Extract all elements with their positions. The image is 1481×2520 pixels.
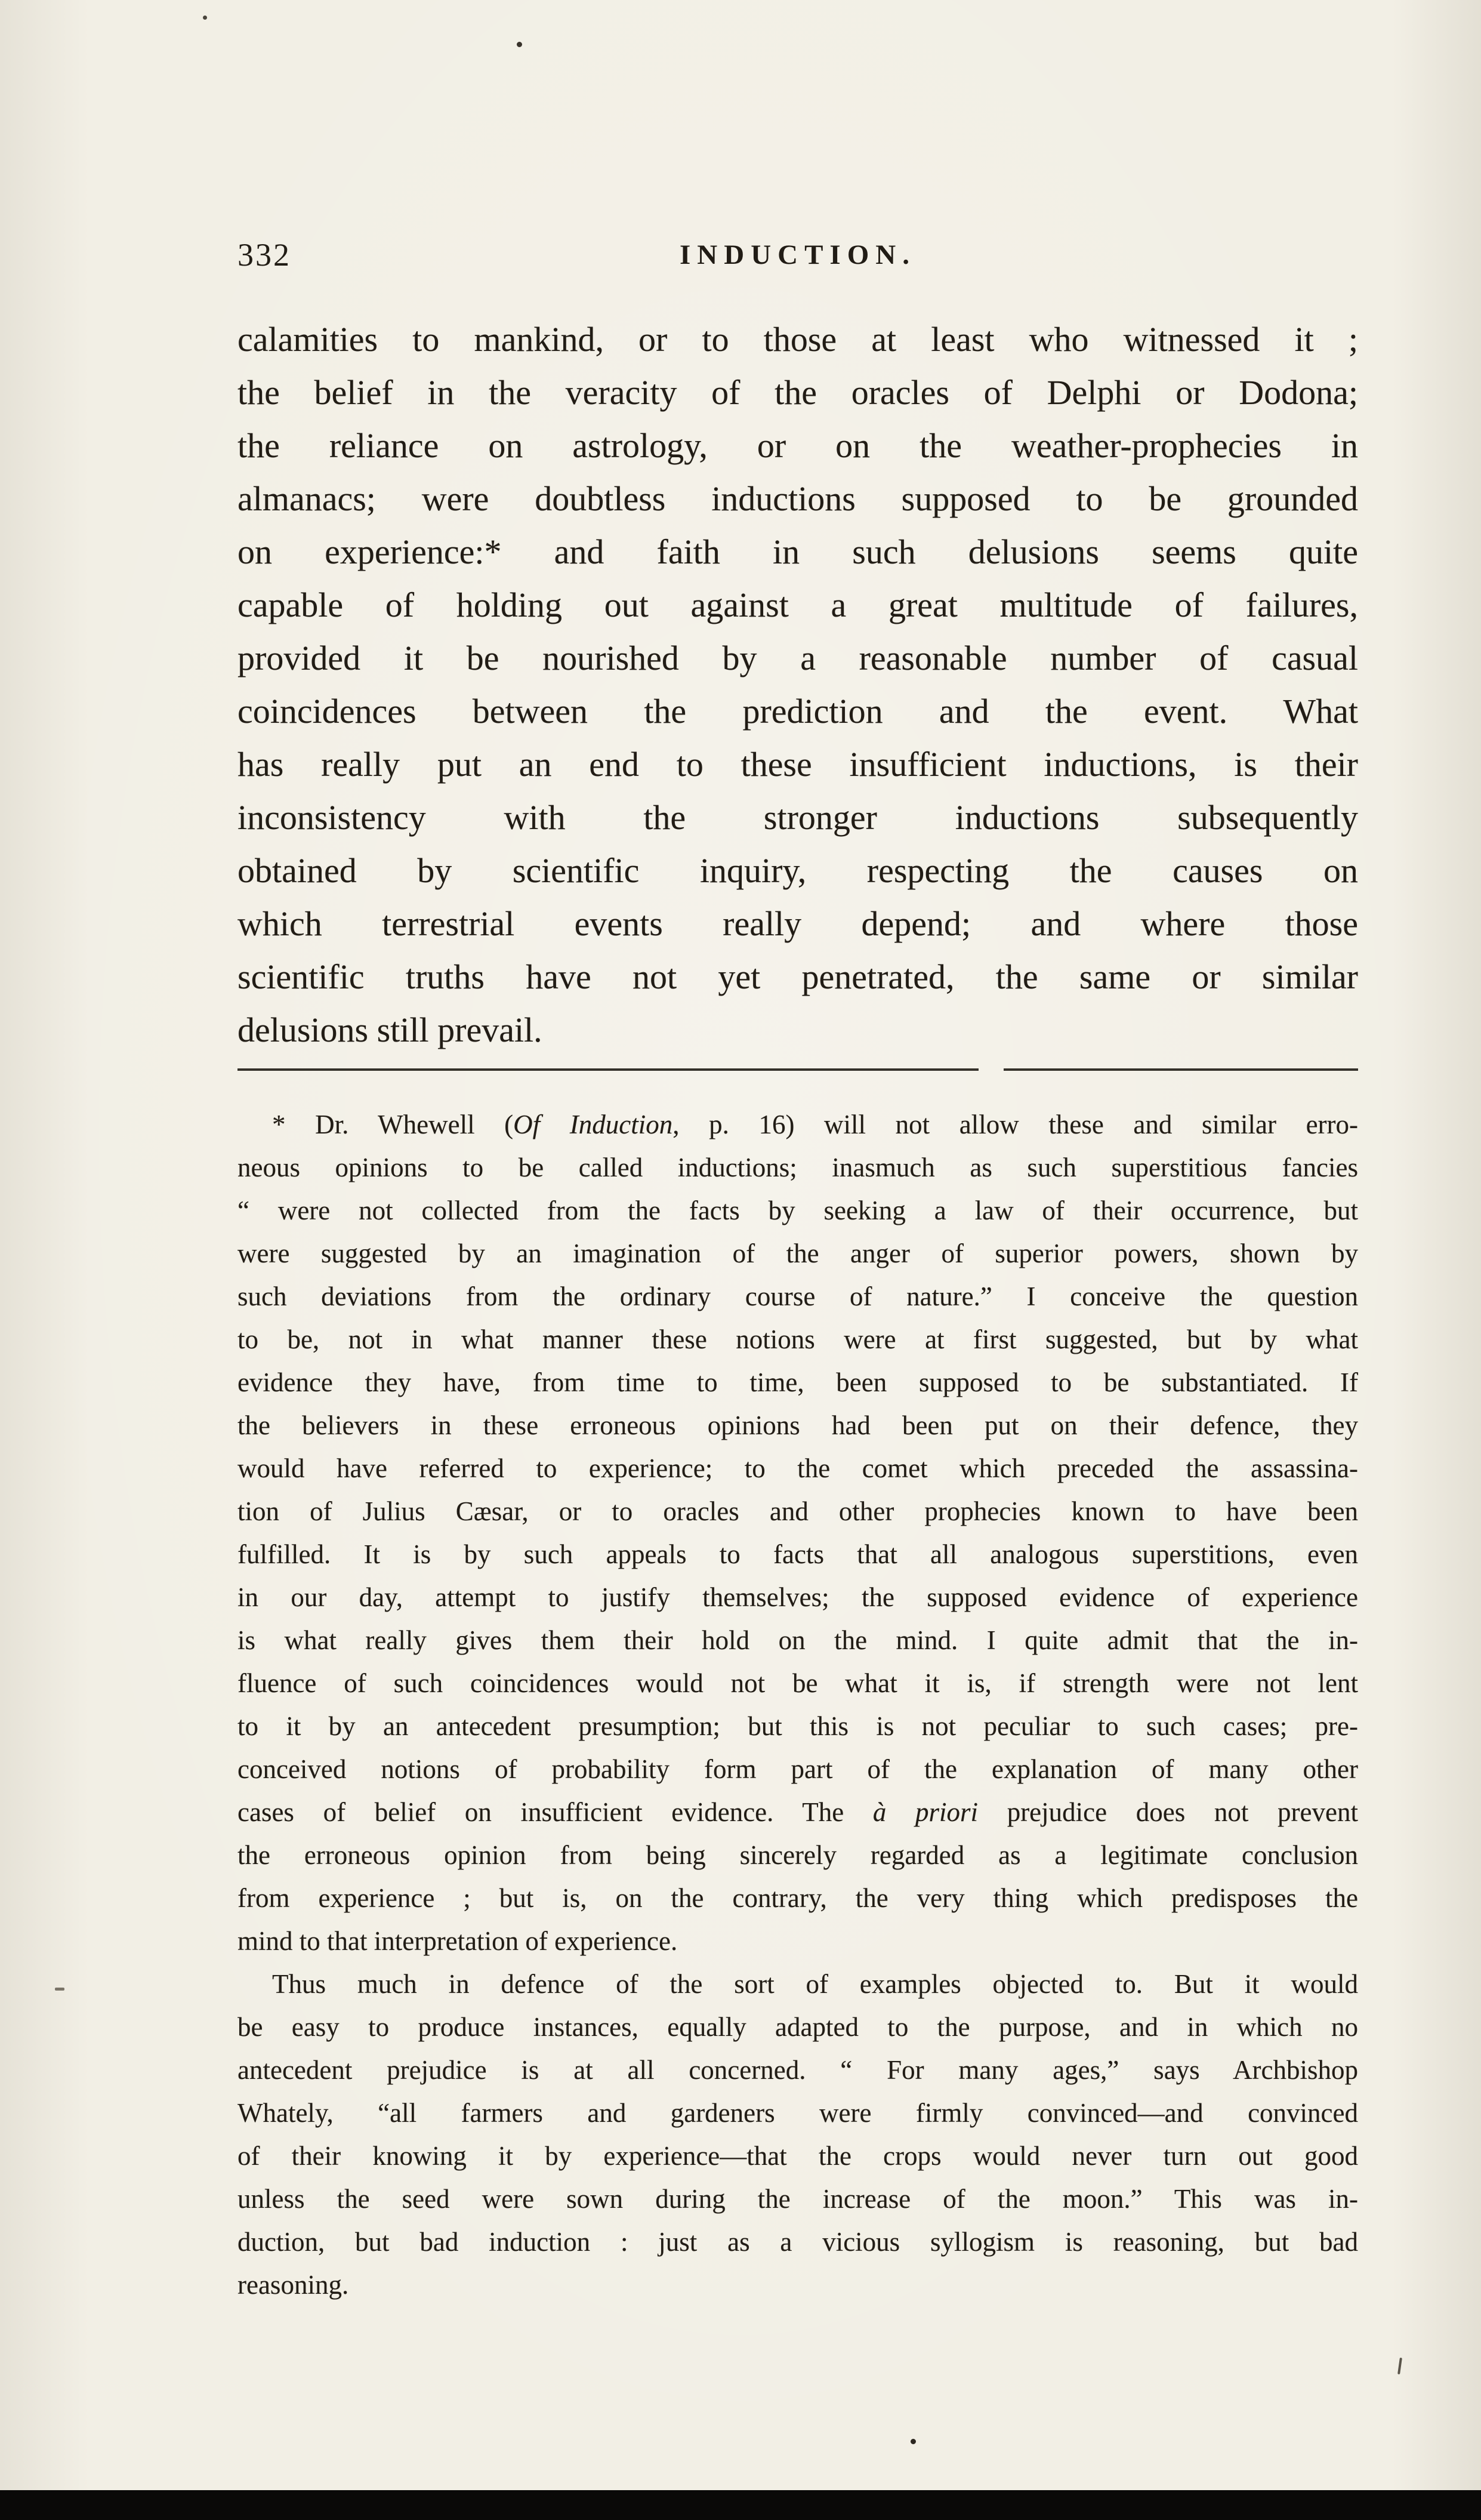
text-segment: , p. 16) will not allow these and similar erro- [672, 1110, 1359, 1139]
text-segment: the reliance on astrology, or on the weather-prophecies in [237, 426, 1358, 465]
text-segment: delusions still prevail. [237, 1011, 542, 1049]
text-segment: provided it be nourished by a reasonable number of casual [237, 639, 1358, 677]
text-line [237, 738, 1358, 791]
text-segment: cases of belief on insufficient evidence. The [237, 1797, 873, 1827]
text-segment: antecedent prejudice is at all concerned. “ For many ages,” says Archbishop [237, 2055, 1358, 2085]
text-segment: neous opinions to be called inductions; inasmuch as such superstitious fancies [237, 1153, 1358, 1182]
text-line [237, 2263, 1358, 2306]
text-segment: Whately, “all farmers and gardeners were firmly convinced—and convinced [237, 2098, 1358, 2128]
text-line [237, 1146, 1358, 1189]
footnote-separator [1004, 1068, 1358, 1071]
text-segment: unless the seed were sown during the increase of the moon.” This was in- [237, 2184, 1358, 2214]
text-line [237, 1490, 1358, 1533]
text-line [237, 2048, 1358, 2091]
text-segment: coincidences between the prediction and the event. What [237, 692, 1358, 731]
text-line [237, 472, 1358, 525]
page-number: 332 [237, 237, 291, 273]
text-segment: in our day, attempt to justify themselves; the supposed evidence of experience [237, 1582, 1358, 1612]
text-line [237, 1748, 1358, 1791]
text-segment: capable of holding out against a great multitude of failures, [237, 586, 1358, 624]
text-segment: would have referred to experience; to the comet which preceded the assassina- [237, 1453, 1358, 1483]
text-segment: such deviations from the ordinary course of nature.” I conceive the question [237, 1281, 1358, 1311]
text-segment: fluence of such coincidences would not be what it is, if strength were not lent [237, 1668, 1358, 1698]
text-segment: calamities to mankind, or to those at least who witnessed it ; [237, 320, 1358, 359]
text-line [237, 1361, 1358, 1404]
text-segment: tion of Julius Cæsar, or to oracles and other prophecies known to have been [237, 1496, 1358, 1526]
text-segment: from experience ; but is, on the contrary, the very thing which predisposes the [237, 1883, 1358, 1913]
text-line [237, 1189, 1358, 1232]
text-segment: obtained by scientific inquiry, respecting the causes on [237, 851, 1358, 890]
italic-text: Of Induction [513, 1110, 673, 1139]
text-segment: to be, not in what manner these notions were at first suggested, but by what [237, 1324, 1358, 1354]
text-line [237, 791, 1358, 844]
text-line [237, 1533, 1358, 1576]
text-line [237, 1103, 1358, 1146]
text-line [237, 1275, 1358, 1318]
text-line [237, 1877, 1358, 1920]
text-segment: on experience:* and faith in such delusions seems quite [237, 532, 1358, 571]
text-segment: has really put an end to these insufficient inductions, is their [237, 745, 1358, 784]
scan-speck [55, 1988, 64, 1991]
text-segment: which terrestrial events really depend; and where those [237, 904, 1358, 943]
footnote-paragraph [237, 1963, 1358, 2306]
text-segment: the erroneous opinion from being sincerely regarded as a legitimate conclusion [237, 1840, 1358, 1870]
text-segment: Thus much in defence of the sort of examples objected to. But it would [272, 1969, 1358, 1999]
main-paragraph [237, 313, 1358, 1056]
text-segment: the believers in these erroneous opinions had been put on their defence, they [237, 1410, 1358, 1440]
text-segment: fulfilled. It is by such appeals to facts that all analogous superstitions, even [237, 1539, 1358, 1569]
italic-text: à priori [872, 1797, 979, 1827]
text-line [237, 1705, 1358, 1748]
text-segment: reasoning. [237, 2270, 349, 2300]
text-line [237, 1920, 1358, 1963]
text-line [237, 578, 1358, 631]
text-segment: is what really gives them their hold on the mind. I quite admit that the in- [237, 1625, 1358, 1655]
text-line [237, 1791, 1358, 1834]
scan-speck [517, 42, 522, 47]
text-line [237, 1834, 1358, 1877]
footnote [237, 1103, 1358, 2306]
text-line [237, 366, 1358, 419]
text-segment: almanacs; were doubtless inductions supposed to be grounded [237, 479, 1358, 518]
page-header [237, 236, 1358, 278]
text-segment: the belief in the veracity of the oracles of Delphi or Dodona; [237, 373, 1358, 412]
text-line [237, 313, 1358, 366]
text-line [237, 419, 1358, 472]
text-segment: conceived notions of probability form part of the explanation of many other [237, 1754, 1358, 1784]
scan-speck [911, 2439, 916, 2444]
text-line [237, 2134, 1358, 2177]
text-line [237, 525, 1358, 578]
text-line [237, 844, 1358, 897]
text-line [237, 1404, 1358, 1447]
text-line [237, 1576, 1358, 1619]
scan-speck [1397, 2358, 1402, 2374]
text-segment: be easy to produce instances, equally adapted to the purpose, and in which no [237, 2012, 1358, 2042]
text-line [237, 1318, 1358, 1361]
text-line [237, 631, 1358, 685]
text-segment: inconsistency with the stronger inductions subsequently [237, 798, 1358, 837]
text-segment: prejudice does not prevent [978, 1797, 1358, 1827]
text-line [237, 1232, 1358, 1275]
text-segment: duction, but bad induction : just as a vicious syllogism is reasoning, but bad [237, 2227, 1358, 2257]
scan-speck [203, 16, 207, 20]
text-segment: evidence they have, from time to time, been supposed to be substantiated. If [237, 1367, 1358, 1397]
text-line [237, 1447, 1358, 1490]
text-segment: to it by an antecedent presumption; but this is not peculiar to such cases; pre- [237, 1711, 1358, 1741]
text-line [237, 2005, 1358, 2048]
footnote-paragraph [237, 1103, 1358, 1963]
text-line [237, 897, 1358, 950]
text-line [237, 1963, 1358, 2005]
text-line [237, 2091, 1358, 2134]
text-segment: * Dr. Whewell ( [272, 1110, 514, 1139]
text-line [237, 1003, 1358, 1056]
text-line [237, 950, 1358, 1003]
running-title: INDUCTION. [680, 239, 916, 270]
text-line [237, 685, 1358, 738]
text-line [237, 2177, 1358, 2220]
scan-black-bar [0, 2490, 1481, 2520]
text-segment: scientific truths have not yet penetrated, the same or similar [237, 957, 1358, 996]
text-segment: of their knowing it by experience—that the crops would never turn out good [237, 2141, 1358, 2171]
text-segment: were suggested by an imagination of the anger of superior powers, shown by [237, 1239, 1358, 1268]
text-segment: mind to that interpretation of experience. [237, 1926, 678, 1956]
text-line [237, 2220, 1358, 2263]
footnote-separator [237, 1068, 979, 1071]
text-line [237, 1619, 1358, 1662]
text-line [237, 1662, 1358, 1705]
text-segment: “ were not collected from the facts by seeking a law of their occurrence, but [237, 1196, 1358, 1225]
